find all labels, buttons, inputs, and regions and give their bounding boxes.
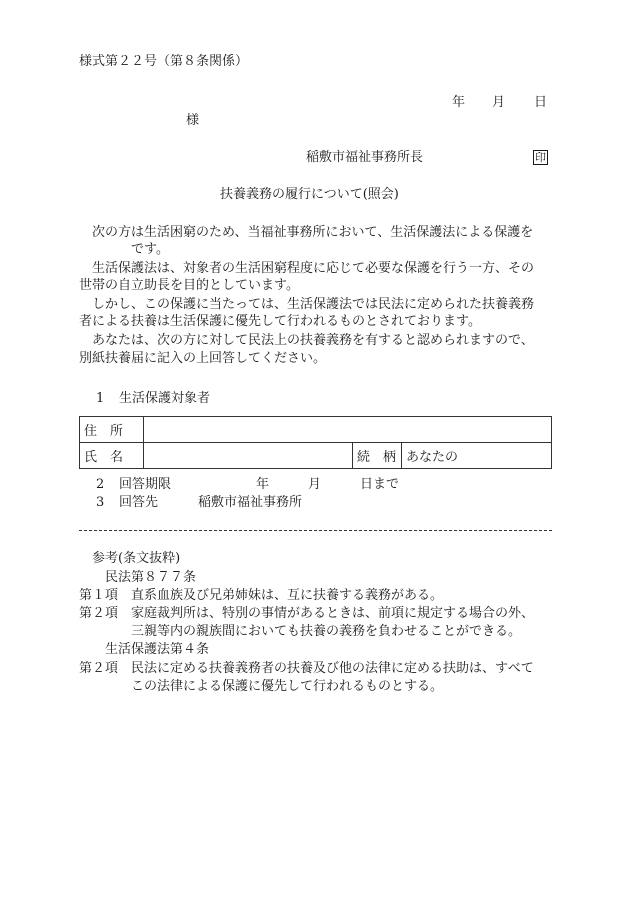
civil-code-clause1-label: 第１項 [79, 588, 119, 603]
section2-year: 年 [256, 477, 270, 492]
welfare-law-clause2-text1: 民法に定める扶養義務者の扶養及び他の法律に定める扶助は、すべて [131, 661, 534, 676]
body-p2a: 生活保護法は、対象者の生活困窮程度に応じて必要な保護を行う一方、その [92, 261, 535, 276]
section2-label: 回答期限 [119, 477, 172, 492]
seal-icon: 印 [535, 151, 546, 164]
section3-value: 稲敷市福祉事務所 [198, 495, 303, 510]
name-label: 氏 名 [80, 443, 144, 469]
date-month: 月 [492, 95, 506, 110]
welfare-law-clause2-text2: この法律による保護に優先して行われるものとする。 [131, 679, 444, 694]
section1-label: 生活保護対象者 [119, 391, 211, 406]
section2-number: 2 [96, 477, 105, 492]
civil-code-clause2-text2: 三親等内の親族間においても扶養の義務を負わせることができる。 [131, 624, 522, 639]
civil-code-title: 民法第８７７条 [105, 570, 197, 585]
civil-code-clause2-label: 第２項 [79, 606, 119, 621]
seal-mark [533, 149, 548, 167]
name-row [80, 443, 552, 469]
name-field[interactable] [144, 443, 353, 469]
form-number: 様式第２２号（第８条関係） [79, 54, 249, 69]
address-row [80, 417, 552, 443]
section2-until: 日まで [360, 477, 400, 492]
body-p4a: あなたは、次の方に対して民法上の扶養義務を有すると認められますので、 [92, 333, 534, 348]
civil-code-clause1-text: 直系血族及び兄弟姉妹は、互に扶養する義務がある。 [131, 588, 444, 603]
section3-label: 回答先 [119, 495, 159, 510]
address-field[interactable] [144, 417, 552, 443]
body-p1b: です。 [131, 242, 169, 257]
section1-number: 1 [96, 391, 105, 406]
address-label: 住 所 [80, 417, 144, 443]
body-p1a: 次の方は生活困窮のため、当福祉事務所において、生活保護法による保護を [92, 225, 534, 240]
date-day: 日 [534, 95, 548, 110]
recipient-table [79, 416, 552, 469]
welfare-law-clause2-label: 第２項 [79, 661, 119, 676]
relation-field[interactable] [402, 443, 552, 469]
welfare-law-title: 生活保護法第４条 [105, 642, 210, 657]
document-title: 扶養義務の履行について(照会) [220, 187, 399, 202]
reference-heading: 参考(条文抜粋) [92, 551, 181, 566]
body-p4b: 別紙扶養届に記入の上回答してください。 [79, 351, 327, 366]
issuer: 稲敷市福祉事務所長 [306, 150, 424, 165]
addressee-suffix: 様 [186, 113, 200, 128]
section3-number: 3 [96, 495, 105, 510]
body-p2b: 世帯の自立助長を目的としています。 [79, 278, 299, 293]
date-year: 年 [452, 95, 466, 110]
relation-label: 続 柄 [353, 443, 402, 469]
cut-line [79, 530, 552, 531]
relation-value: あなたの [406, 450, 459, 465]
civil-code-clause2-text1: 家庭裁判所は、特別の事情があるときは、前項に規定する場合の外、 [131, 606, 535, 621]
body-p3b: 者による扶養は生活保護に優先して行われるものとされております。 [79, 314, 481, 329]
section2-month: 月 [308, 477, 322, 492]
body-p3a: しかし、この保護に当たっては、生活保護法では民法に定められた扶養義務 [92, 297, 535, 312]
